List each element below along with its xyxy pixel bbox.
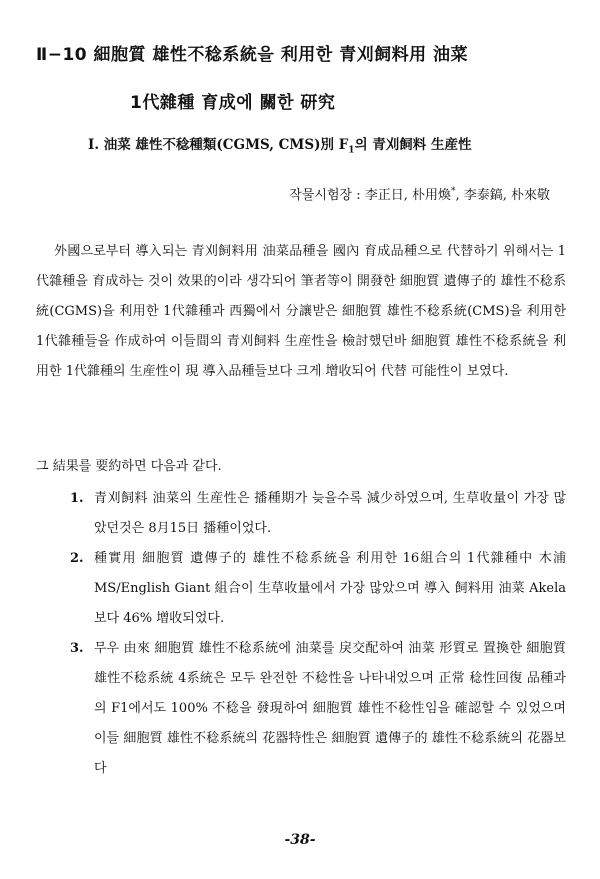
summary-lead: 그 結果를 要約하면 다음과 같다. (36, 459, 222, 474)
paper-title-line-2: 1代雜種 育成에 關한 研究 (130, 93, 336, 113)
result-item-number: 2. (70, 551, 84, 566)
result-item-2 (70, 544, 566, 634)
author-names-a: 李正日, 朴用煥 (364, 188, 451, 203)
section-subtitle (88, 133, 558, 156)
corresponding-author-mark: * (450, 186, 456, 197)
result-item-text: 種實用 細胞質 遺傳子的 雄性不稔系統을 利用한 16組合의 1代雜種中 木浦MS/English Giant 組合이 生草收量에서 가장 많았으며 導入 飼料用 油菜 Akela 보다 46% 增收되었다. (94, 551, 566, 626)
intro-paragraph: 外國으로부터 導入되는 青刈飼料用 油菜品種을 國內 育成品種으로 代替하기 위해서는 1代雜種을 育成하는 것이 效果的이라 생각되어 筆者等이 開發한 細胞質 遺傳子的 雄性不稔系統(CGMS)을 利用한 1代雜種과 西獨에서 分讓받은 細胞質 雄性不稔系統(CMS)을 利用한 1代雜種들을 作成하여 이들間의 青刈飼料 生産性을 檢討했던바 細胞質 雄性不稔系統을 利用한 1代雜種의 生産性이 現 導入品種들보다 크게 增收되어 代替 可能性이 보였다. (36, 244, 566, 379)
result-item-number: 3. (70, 641, 84, 656)
author-line (289, 184, 550, 203)
result-item-1 (70, 484, 566, 544)
result-item-3 (70, 634, 566, 784)
subtitle-prefix: Ⅰ. 油菜 雄性不稔種類(CGMS, CMS)別 F (88, 137, 349, 153)
subtitle-subscript: 1 (348, 145, 355, 156)
author-affiliation: 작물시험장 : (289, 188, 365, 203)
page-number: -38- (284, 832, 316, 848)
paper-title-line-1: Ⅱ−10 細胞質 雄性不稔系統을 利用한 青刈飼料用 油菜 (36, 45, 469, 65)
result-item-number: 1. (70, 491, 84, 506)
subtitle-suffix: 의 青刈飼料 生産性 (354, 137, 472, 153)
author-names-b: , 李泰鎬, 朴來敬 (455, 188, 550, 203)
result-item-text: 青刈飼料 油菜의 生産性은 播種期가 늦을수록 減少하였으며, 生草收量이 가장 많았던것은 8月15日 播種이었다. (94, 491, 566, 536)
result-item-text: 무우 由來 細胞質 雄性不稔系統에 油菜를 戾交配하여 油菜 形質로 置換한 細胞質 雄性不稔系統 4系統은 모두 완전한 不稔性을 나타내었으며 正常 稔性回復 品種과의 F1에서도 100% 不稔을 發現하여 細胞質 雄性不稔性임을 確認할 수 있었으며 이들 細胞質 雄性不稔系統의 花器特性은 細胞質 遺傳子的 雄性不稔系統의 花器보다 (94, 641, 566, 776)
